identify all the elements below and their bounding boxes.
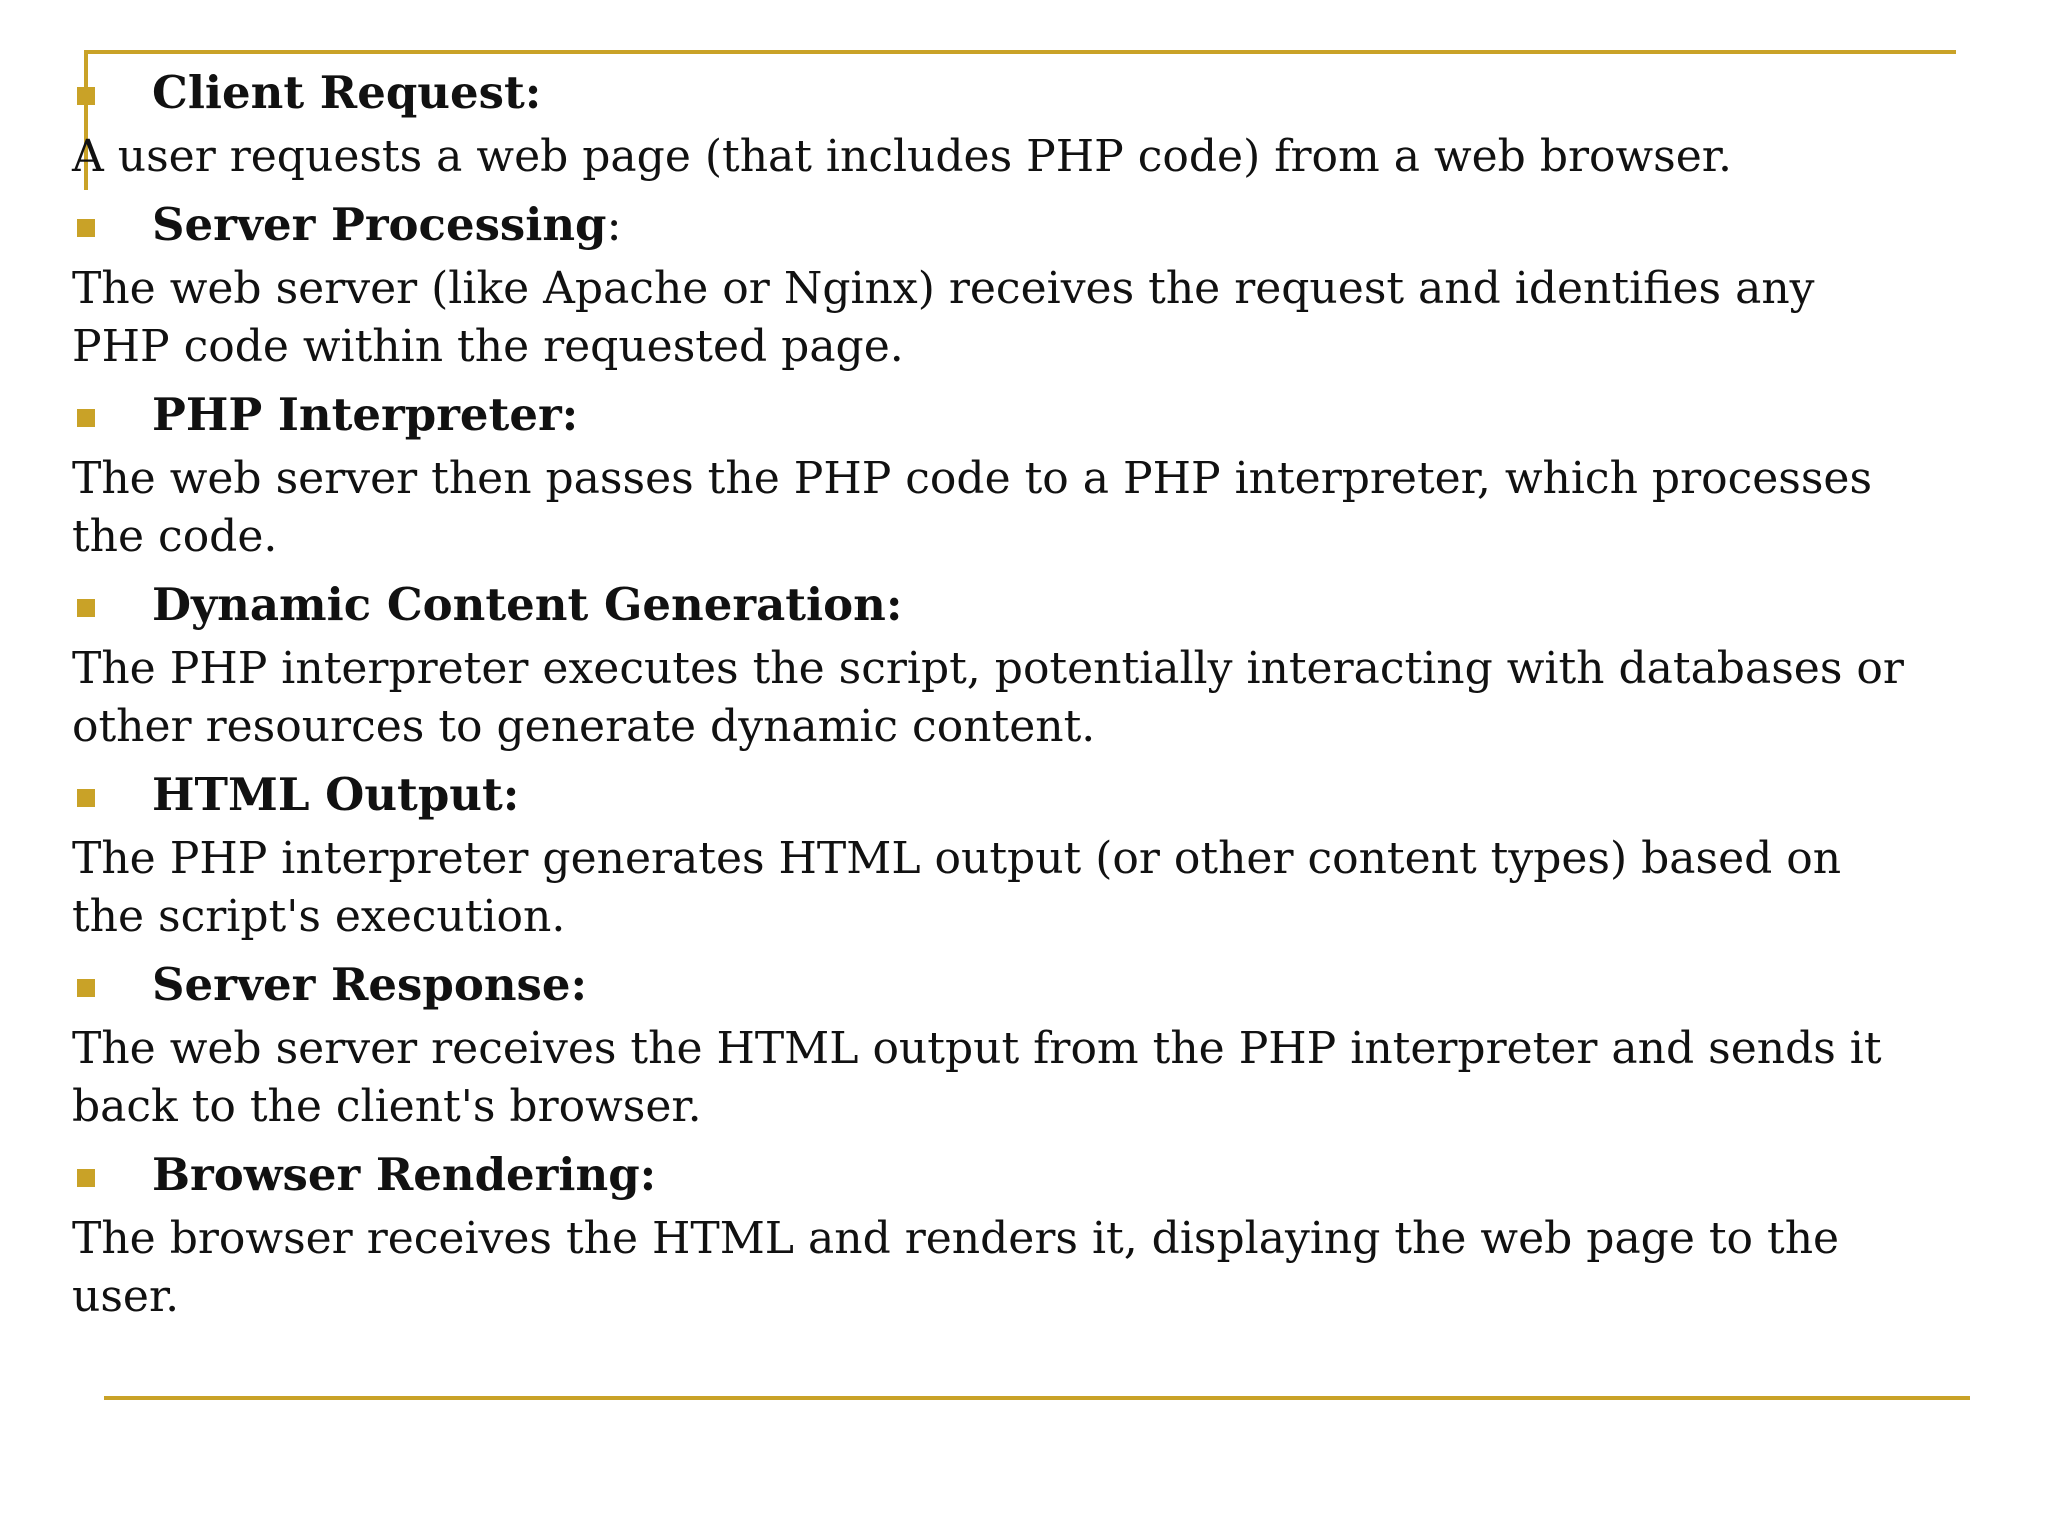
square-bullet-icon (77, 409, 95, 427)
slide-content (72, 60, 1912, 1332)
item-description: The PHP interpreter generates HTML output (or other content types) based on the script's execution. (72, 833, 1842, 942)
item-heading: PHP Interpreter: (152, 387, 579, 441)
item-heading: Client Request: (152, 65, 542, 119)
square-bullet-icon (77, 789, 95, 807)
top-rule (84, 50, 1956, 54)
item-heading: Server Response: (152, 957, 588, 1011)
item-description: A user requests a web page (that includes PHP code) from a web browser. (72, 131, 1732, 182)
bottom-rule (104, 1396, 1970, 1400)
item-heading: Browser Rendering: (152, 1147, 657, 1201)
item-description: The browser receives the HTML and renders it, displaying the web page to the user. (72, 1213, 1840, 1322)
item-description: The web server then passes the PHP code to a PHP interpreter, which processes the code. (72, 453, 1873, 562)
item-heading: Server Processing (152, 197, 607, 251)
item-heading: HTML Output: (152, 767, 520, 821)
list-item-php-interpreter (72, 382, 1912, 566)
list-item-client-request (72, 60, 1912, 186)
item-description: The web server (like Apache or Nginx) receives the request and identifies any PHP code within the requested page. (72, 263, 1815, 372)
list-item-html-output (72, 762, 1912, 946)
list-item-server-processing (72, 192, 1912, 376)
square-bullet-icon (77, 219, 95, 237)
list-item-server-response (72, 952, 1912, 1136)
item-description: The PHP interpreter executes the script, potentially interacting with databases or other resources to generate dynamic content. (72, 643, 1904, 752)
list-item-dynamic-content-generation (72, 572, 1912, 756)
item-heading: Dynamic Content Generation: (152, 577, 903, 631)
item-heading-colon: : (606, 197, 622, 251)
square-bullet-icon (77, 979, 95, 997)
item-description: The web server receives the HTML output from the PHP interpreter and sends it back to the client's browser. (72, 1023, 1882, 1132)
square-bullet-icon (77, 599, 95, 617)
square-bullet-icon (77, 1169, 95, 1187)
square-bullet-icon (77, 87, 95, 105)
list-item-browser-rendering (72, 1142, 1912, 1326)
